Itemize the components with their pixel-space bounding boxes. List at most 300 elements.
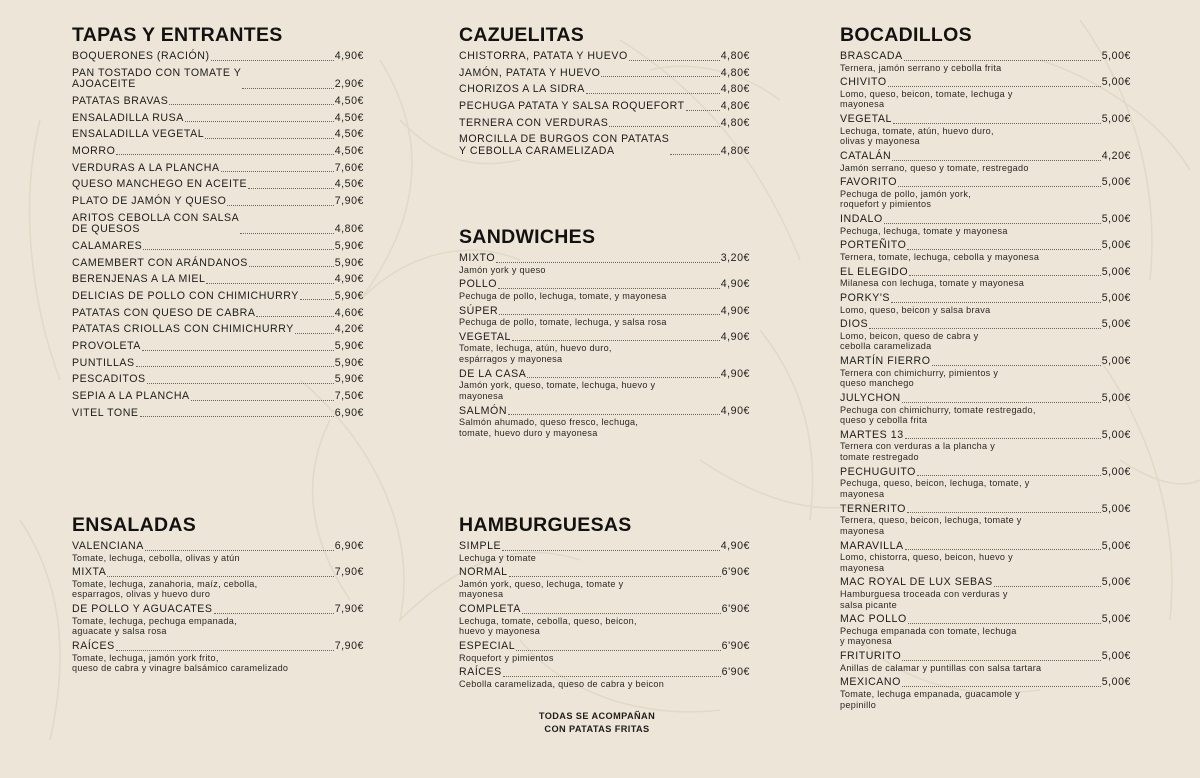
menu-item-row bbox=[459, 279, 750, 291]
menu-item-vegetal bbox=[459, 332, 750, 365]
menu-item-price: 5,90€ bbox=[334, 356, 364, 369]
menu-item-name: VEGETAL bbox=[840, 113, 892, 126]
menu-item-row bbox=[72, 391, 364, 403]
dot-leader bbox=[898, 185, 1101, 187]
menu-item-row bbox=[840, 504, 1131, 516]
menu-item-pescaditos bbox=[72, 374, 364, 386]
menu-item-price: 7,90€ bbox=[334, 566, 364, 579]
menu-item-vitel-tone bbox=[72, 408, 364, 420]
dot-leader bbox=[205, 137, 334, 139]
menu-item-name: CAMEMBERT CON ARÁNDANOS bbox=[72, 256, 248, 269]
menu-item-description: Jamón york y queso bbox=[459, 264, 546, 275]
dot-leader bbox=[242, 87, 333, 89]
menu-item-price: 6,90€ bbox=[334, 540, 364, 552]
dot-leader bbox=[191, 399, 334, 401]
section-title: SANDWICHES bbox=[459, 226, 596, 248]
menu-item-row bbox=[72, 51, 364, 63]
menu-item-berenjenas-a-la-miel bbox=[72, 274, 364, 286]
menu-item-favorito bbox=[840, 177, 1131, 210]
menu-item-martes-13 bbox=[840, 430, 1131, 463]
menu-item-aritos-cebolla-con-salsa-de-quesos bbox=[72, 213, 364, 236]
dot-leader bbox=[994, 585, 1101, 587]
menu-item-name: DIOS bbox=[840, 318, 869, 331]
menu-item-row bbox=[459, 406, 750, 418]
menu-item-description: Ternera con verduras a la plancha y tomate restregado bbox=[840, 441, 996, 463]
menu-item-row bbox=[840, 430, 1131, 442]
menu-item-description: Cebolla caramelizada, queso de cabra y beicon bbox=[459, 678, 665, 689]
menu-item-row bbox=[72, 179, 364, 191]
dot-leader bbox=[509, 575, 721, 577]
dot-leader bbox=[893, 122, 1101, 124]
dot-leader bbox=[670, 153, 719, 155]
menu-item-name: CATALÁN bbox=[840, 150, 892, 163]
menu-item-description: Tomate, lechuga, cebolla, olivas y atún bbox=[72, 552, 240, 563]
menu-item-row bbox=[72, 374, 364, 386]
menu-item-row bbox=[72, 358, 364, 370]
menu-item-price: 7,90€ bbox=[334, 603, 364, 616]
menu-item-name: PORTEÑITO bbox=[840, 239, 907, 252]
menu-item-name: PATATAS CRIOLLAS CON CHIMICHURRY bbox=[72, 323, 294, 336]
menu-item-morro bbox=[72, 146, 364, 158]
menu-item-price: 4,90€ bbox=[334, 273, 364, 286]
menu-item-price: 7,90€ bbox=[334, 195, 364, 207]
dot-leader bbox=[221, 170, 334, 172]
menu-item-description: Ternera, queso, beicon, lechuga, tomate y mayonesa bbox=[840, 515, 1022, 536]
menu-item-camembert-con-arandanos bbox=[72, 258, 364, 270]
menu-item-ternerito bbox=[840, 504, 1131, 537]
dot-leader bbox=[249, 265, 334, 267]
menu-item-name: POLLO bbox=[459, 278, 498, 291]
menu-item-portenito bbox=[840, 240, 1131, 262]
menu-item-name: PATATAS CON QUESO DE CABRA bbox=[72, 306, 256, 319]
menu-item-salmon bbox=[459, 406, 750, 439]
dot-leader bbox=[499, 313, 719, 315]
dot-leader bbox=[498, 287, 720, 289]
menu-item-price: 7,90€ bbox=[334, 640, 364, 653]
menu-item-mac-pollo bbox=[840, 614, 1131, 647]
menu-item-price: 5,00€ bbox=[1101, 239, 1131, 252]
menu-item-price: 4,90€ bbox=[720, 540, 750, 552]
menu-item-name: NORMAL bbox=[459, 566, 508, 579]
menu-item-row bbox=[72, 541, 364, 553]
menu-item-price: 4,90€ bbox=[334, 50, 364, 62]
menu-item-patatas-bravas bbox=[72, 96, 364, 108]
menu-item-row bbox=[840, 177, 1131, 189]
menu-item-el-elegido bbox=[840, 267, 1131, 289]
menu-item-description: Jamón york, queso, lechuga, tomate y mayonesa bbox=[459, 578, 624, 600]
dot-leader bbox=[512, 339, 720, 341]
menu-item-name: SALMÓN bbox=[459, 404, 508, 417]
menu-item-name: TERNERITO bbox=[840, 502, 906, 515]
menu-item-description: Hamburguesa troceada con verduras y salsa picante bbox=[840, 588, 1008, 610]
menu-item-description: Pechuga empanada con tomate, lechuga y mayonesa bbox=[840, 625, 1017, 647]
menu-item-row bbox=[459, 101, 750, 113]
menu-item-row bbox=[840, 240, 1131, 252]
section-title: HAMBURGUESAS bbox=[459, 514, 632, 536]
menu-item-chistorra-patata-y-huevo bbox=[459, 51, 750, 63]
menu-item-description: Ternera, jamón serrano y cebolla frita bbox=[840, 62, 1002, 73]
menu-item-mexicano bbox=[840, 677, 1131, 710]
menu-item-puntillas bbox=[72, 358, 364, 370]
menu-item-row bbox=[72, 146, 364, 158]
dot-leader bbox=[206, 282, 333, 284]
menu-item-description: Lechuga y tomate bbox=[459, 552, 537, 563]
menu-item-row bbox=[72, 213, 364, 236]
menu-item-name: DELICIAS DE POLLO CON CHIMICHURRY bbox=[72, 289, 299, 302]
menu-item-name: COMPLETA bbox=[459, 603, 521, 616]
menu-item-description: Lechuga, tomate, cebolla, queso, beicon, huevo y mayonesa bbox=[459, 615, 637, 637]
menu-item-price: 3,20€ bbox=[720, 252, 750, 264]
dot-leader bbox=[503, 675, 721, 677]
menu-item-de-la-casa bbox=[459, 369, 750, 402]
menu-item-description: Pechuga de pollo, tomate, lechuga, y salsa rosa bbox=[459, 317, 667, 328]
menu-item-price: 5,90€ bbox=[334, 289, 364, 302]
menu-item-valenciana bbox=[72, 541, 364, 563]
menu-item-name: SIMPLE bbox=[459, 540, 502, 552]
menu-item-row bbox=[459, 641, 750, 653]
menu-item-name: JAMÓN, PATATA Y HUEVO bbox=[459, 66, 601, 79]
menu-item-list bbox=[459, 541, 750, 689]
menu-item-description: Tomate, lechuga, pechuga empanada, aguacate y salsa rosa bbox=[72, 615, 237, 637]
menu-item-row bbox=[459, 118, 750, 130]
menu-item-price: 4,90€ bbox=[720, 304, 750, 317]
menu-item-jamon-patata-y-huevo bbox=[459, 68, 750, 80]
menu-item-name: ARITOS CEBOLLA CON SALSA DE QUESOS bbox=[72, 211, 240, 236]
section-tapas-y-entrantes bbox=[72, 24, 364, 424]
menu-item-patatas-criollas-con-chimichurry bbox=[72, 324, 364, 336]
menu-item-simple bbox=[459, 541, 750, 563]
menu-item-mac-royal-de-lux-sebas bbox=[840, 577, 1131, 610]
menu-item-price: 5,00€ bbox=[1101, 76, 1131, 89]
menu-item-delicias-de-pollo-con-chimichurry bbox=[72, 291, 364, 303]
menu-item-name: MORRO bbox=[72, 144, 116, 157]
menu-item-name: ESPECIAL bbox=[459, 640, 516, 653]
menu-item-price: 4,50€ bbox=[334, 111, 364, 124]
dot-leader bbox=[248, 187, 334, 189]
menu-item-name: PLATO DE JAMÓN Y QUESO bbox=[72, 195, 227, 207]
menu-item-list bbox=[459, 253, 750, 438]
menu-item-row bbox=[840, 541, 1131, 553]
menu-item-normal bbox=[459, 567, 750, 600]
menu-item-name: MEXICANO bbox=[840, 676, 901, 689]
menu-item-row bbox=[72, 604, 364, 616]
menu-item-price: 6'90€ bbox=[721, 603, 750, 616]
menu-item-price: 4,50€ bbox=[334, 128, 364, 141]
menu-item-row bbox=[459, 68, 750, 80]
dot-leader bbox=[143, 248, 333, 250]
menu-item-name: MAC ROYAL DE LUX SEBAS bbox=[840, 576, 993, 589]
menu-item-mixta bbox=[72, 567, 364, 600]
dot-leader bbox=[869, 327, 1101, 329]
menu-item-price: 5,00€ bbox=[1101, 465, 1131, 478]
menu-item-row bbox=[72, 196, 364, 208]
menu-item-name: VEGETAL bbox=[459, 330, 511, 343]
menu-item-row bbox=[459, 51, 750, 63]
dot-leader bbox=[629, 59, 720, 61]
menu-item-porky-s bbox=[840, 293, 1131, 315]
menu-item-name: MARTÍN FIERRO bbox=[840, 355, 931, 368]
menu-item-description: Pechuga de pollo, jamón york, roquefort y pimientos bbox=[840, 188, 972, 210]
menu-item-name: CALAMARES bbox=[72, 239, 143, 252]
menu-item-price: 5,00€ bbox=[1101, 576, 1131, 589]
menu-item-row bbox=[72, 96, 364, 108]
menu-item-row bbox=[840, 577, 1131, 589]
menu-item-price: 2,90€ bbox=[334, 78, 364, 91]
menu-item-description: Lechuga, tomate, atún, huevo duro, olivas y mayonesa bbox=[840, 125, 994, 147]
dot-leader bbox=[907, 248, 1100, 250]
menu-item-row bbox=[840, 214, 1131, 226]
menu-item-pan-tostado-con-tomate-y-ajoaceite bbox=[72, 68, 364, 91]
menu-item-name: MARTES 13 bbox=[840, 428, 904, 441]
dot-leader bbox=[214, 612, 334, 614]
menu-item-name: QUESO MANCHEGO EN ACEITE bbox=[72, 178, 248, 191]
dot-leader bbox=[917, 474, 1101, 476]
dot-leader bbox=[586, 92, 720, 94]
menu-item-price: 7,50€ bbox=[334, 390, 364, 403]
menu-item-price: 4,80€ bbox=[720, 83, 750, 96]
menu-item-name: CHORIZOS A LA SIDRA bbox=[459, 83, 585, 96]
menu-item-row bbox=[840, 267, 1131, 279]
menu-item-price: 5,00€ bbox=[1101, 176, 1131, 189]
menu-item-price: 5,00€ bbox=[1101, 265, 1131, 278]
menu-item-name: CHISTORRA, PATATA Y HUEVO bbox=[459, 50, 628, 62]
menu-item-row bbox=[72, 163, 364, 175]
menu-item-price: 4,90€ bbox=[720, 278, 750, 291]
menu-item-price: 5,00€ bbox=[1101, 213, 1131, 226]
dot-leader bbox=[145, 549, 334, 551]
dot-leader bbox=[256, 315, 333, 317]
menu-item-row bbox=[72, 308, 364, 320]
menu-item-name: ENSALADILLA RUSA bbox=[72, 111, 184, 124]
dot-leader bbox=[227, 204, 333, 206]
menu-item-vegetal bbox=[840, 114, 1131, 147]
menu-item-price: 4,80€ bbox=[720, 116, 750, 129]
menu-item-martin-fierro bbox=[840, 356, 1131, 389]
menu-item-price: 5,00€ bbox=[1101, 318, 1131, 331]
menu-item-raices bbox=[459, 667, 750, 689]
menu-item-row bbox=[459, 253, 750, 265]
menu-item-name: MIXTA bbox=[72, 566, 107, 579]
menu-item-price: 4,90€ bbox=[720, 367, 750, 380]
menu-item-price: 5,90€ bbox=[334, 373, 364, 386]
menu-item-price: 4,50€ bbox=[334, 94, 364, 107]
menu-item-chorizos-a-la-sidra bbox=[459, 84, 750, 96]
menu-item-row bbox=[840, 293, 1131, 305]
menu-item-row bbox=[459, 84, 750, 96]
menu-item-patatas-con-queso-de-cabra bbox=[72, 308, 364, 320]
menu-item-row bbox=[72, 324, 364, 336]
menu-item-list bbox=[72, 541, 364, 674]
dot-leader bbox=[686, 109, 720, 111]
menu-item-price: 4,80€ bbox=[334, 223, 364, 236]
menu-item-price: 5,00€ bbox=[1101, 428, 1131, 441]
menu-item-sepia-a-la-plancha bbox=[72, 391, 364, 403]
menu-item-row bbox=[72, 129, 364, 141]
menu-item-description: Ternera, tomate, lechuga, cebolla y mayonesa bbox=[840, 251, 1040, 262]
menu-item-description: Pechuga de pollo, lechuga, tomate, y mayonesa bbox=[459, 290, 667, 301]
menu-item-row bbox=[72, 258, 364, 270]
menu-item-price: 5,00€ bbox=[1101, 113, 1131, 126]
menu-item-provoleta bbox=[72, 341, 364, 353]
menu-item-name: MARAVILLA bbox=[840, 539, 904, 552]
section-cazuelitas bbox=[459, 24, 750, 163]
menu-item-mixto bbox=[459, 253, 750, 275]
menu-item-price: 6'90€ bbox=[721, 640, 750, 653]
menu-item-name: PESCADITOS bbox=[72, 373, 146, 386]
menu-item-list bbox=[459, 51, 750, 157]
fries-note: TODAS SE ACOMPAÑAN CON PATATAS FRITAS bbox=[538, 711, 656, 734]
menu-item-row bbox=[459, 667, 750, 679]
menu-item-especial bbox=[459, 641, 750, 663]
dot-leader bbox=[185, 120, 334, 122]
menu-item-calamares bbox=[72, 241, 364, 253]
menu-item-price: 6,90€ bbox=[334, 406, 364, 419]
menu-item-row bbox=[459, 369, 750, 381]
menu-item-row bbox=[840, 114, 1131, 126]
dot-leader bbox=[136, 365, 334, 367]
menu-item-price: 4,90€ bbox=[720, 404, 750, 417]
menu-item-row bbox=[840, 677, 1131, 689]
menu-item-price: 4,80€ bbox=[720, 66, 750, 79]
menu-item-ensaladilla-vegetal bbox=[72, 129, 364, 141]
menu-item-julychon bbox=[840, 393, 1131, 426]
dot-leader bbox=[904, 59, 1101, 61]
dot-leader bbox=[522, 612, 721, 614]
menu-item-name: DE LA CASA bbox=[459, 367, 527, 380]
menu-item-row bbox=[840, 51, 1131, 63]
dot-leader bbox=[609, 125, 719, 127]
menu-item-description: Pechuga, lechuga, tomate y mayonesa bbox=[840, 225, 1008, 236]
menu-item-name: DE POLLO Y AGUACATES bbox=[72, 603, 213, 616]
menu-item-row bbox=[840, 356, 1131, 368]
dot-leader bbox=[496, 261, 720, 263]
menu-item-name: BRASCADA bbox=[840, 50, 903, 62]
menu-item-price: 6'90€ bbox=[721, 566, 750, 579]
menu-item-description: Lomo, chistorra, queso, beicon, huevo y mayonesa bbox=[840, 552, 1013, 573]
menu-item-price: 5,90€ bbox=[334, 340, 364, 352]
menu-item-list bbox=[840, 51, 1131, 710]
menu-item-price: 4,90€ bbox=[720, 330, 750, 343]
menu-item-name: MIXTO bbox=[459, 252, 496, 264]
menu-item-catalan bbox=[840, 151, 1131, 173]
menu-item-name: ENSALADILLA VEGETAL bbox=[72, 128, 205, 141]
menu-item-name: PECHUGA PATATA Y SALSA ROQUEFORT bbox=[459, 100, 685, 113]
menu-item-name: PUNTILLAS bbox=[72, 356, 135, 369]
menu-item-row bbox=[72, 291, 364, 303]
menu-item-row bbox=[459, 541, 750, 553]
menu-item-name: PORKY'S bbox=[840, 292, 891, 305]
menu-item-description: Roquefort y pimientos bbox=[459, 652, 554, 663]
menu-item-row bbox=[840, 651, 1131, 663]
menu-item-chivito bbox=[840, 77, 1131, 110]
menu-item-row bbox=[72, 641, 364, 653]
menu-item-price: 5,00€ bbox=[1101, 50, 1131, 62]
menu-item-price: 5,00€ bbox=[1101, 676, 1131, 689]
menu-item-friturito bbox=[840, 651, 1131, 673]
menu-item-pechuga-patata-y-salsa-roquefort bbox=[459, 101, 750, 113]
dot-leader bbox=[140, 415, 334, 417]
menu-item-description: Tomate, lechuga empanada, guacamole y pepinillo bbox=[840, 688, 1020, 710]
menu-item-name: PROVOLETA bbox=[72, 340, 141, 352]
menu-item-name: EL ELEGIDO bbox=[840, 265, 909, 278]
menu-item-price: 5,90€ bbox=[334, 239, 364, 252]
menu-item-name: VERDURAS A LA PLANCHA bbox=[72, 161, 220, 174]
menu-item-row bbox=[72, 408, 364, 420]
menu-item-row bbox=[840, 319, 1131, 331]
menu-item-name: PATATAS BRAVAS bbox=[72, 94, 169, 107]
menu-item-description: Tomate, lechuga, atún, huevo duro, espárragos y mayonesa bbox=[459, 343, 612, 364]
menu-item-description: Tomate, lechuga, zanahoria, maíz, cebolla, esparragos, olivas y huevo duro bbox=[72, 578, 258, 600]
section-title: TAPAS Y ENTRANTES bbox=[72, 24, 283, 46]
menu-item-indalo bbox=[840, 214, 1131, 236]
menu-item-row bbox=[840, 77, 1131, 89]
menu-item-price: 5,90€ bbox=[334, 256, 364, 269]
menu-item-raices bbox=[72, 641, 364, 674]
menu-item-description: Ternera con chimichurry, pimientos y queso manchego bbox=[840, 367, 999, 389]
menu-item-description: Pechuga, queso, beicon, lechuga, tomate, y mayonesa bbox=[840, 478, 1030, 499]
menu-item-price: 5,00€ bbox=[1101, 355, 1131, 368]
menu-item-name: RAÍCES bbox=[72, 640, 115, 653]
dot-leader bbox=[527, 376, 719, 378]
dot-leader bbox=[902, 685, 1101, 687]
dot-leader bbox=[905, 548, 1101, 550]
menu-item-description: Jamón york, queso, tomate, lechuga, huevo y mayonesa bbox=[459, 380, 656, 401]
menu-item-price: 5,00€ bbox=[1101, 292, 1131, 305]
menu-item-row bbox=[840, 467, 1131, 479]
menu-item-brascada bbox=[840, 51, 1131, 73]
section-sandwiches bbox=[459, 226, 750, 442]
section-title: ENSALADAS bbox=[72, 514, 197, 536]
menu-item-row bbox=[459, 604, 750, 616]
menu-item-row bbox=[459, 134, 750, 157]
menu-item-name: CHIVITO bbox=[840, 76, 887, 89]
menu-item-price: 5,00€ bbox=[1101, 502, 1131, 515]
dot-leader bbox=[116, 153, 333, 155]
dot-leader bbox=[142, 349, 334, 351]
menu-item-super bbox=[459, 306, 750, 328]
menu-item-name: VITEL TONE bbox=[72, 406, 139, 419]
menu-item-description: Lomo, queso, beicon, tomate, lechuga y mayonesa bbox=[840, 88, 1013, 110]
menu-item-ternera-con-verduras bbox=[459, 118, 750, 130]
menu-item-name: BOQUERONES (RACIÓN) bbox=[72, 50, 210, 62]
dot-leader bbox=[888, 85, 1101, 87]
menu-item-name: JULYCHON bbox=[840, 392, 901, 405]
dot-leader bbox=[116, 649, 334, 651]
dot-leader bbox=[892, 159, 1101, 161]
dot-leader bbox=[932, 364, 1101, 366]
menu-item-description: Tomate, lechuga, jamón york frito, queso de cabra y vinagre balsámico caramelizado bbox=[72, 652, 289, 674]
menu-item-queso-manchego-en-aceite bbox=[72, 179, 364, 191]
menu-item-pechuguito bbox=[840, 467, 1131, 500]
dot-leader bbox=[908, 622, 1101, 624]
menu-item-row bbox=[72, 274, 364, 286]
dot-leader bbox=[211, 59, 334, 61]
menu-item-price: 7,60€ bbox=[334, 161, 364, 174]
dot-leader bbox=[907, 511, 1101, 513]
menu-item-row bbox=[72, 241, 364, 253]
menu-item-description: Lomo, queso, beicon y salsa brava bbox=[840, 304, 991, 315]
menu-item-price: 5,00€ bbox=[1101, 392, 1131, 405]
menu-item-price: 4,50€ bbox=[334, 144, 364, 157]
menu-item-name: VALENCIANA bbox=[72, 540, 144, 552]
section-bocadillos bbox=[840, 24, 1131, 714]
menu-item-row bbox=[459, 567, 750, 579]
menu-item-row bbox=[72, 567, 364, 579]
section-title: BOCADILLOS bbox=[840, 24, 972, 46]
menu-item-description: Pechuga con chimichurry, tomate restregado, queso y cebolla frita bbox=[840, 404, 1036, 426]
menu-item-name: TERNERA CON VERDURAS bbox=[459, 116, 609, 129]
menu-item-row bbox=[840, 151, 1131, 163]
